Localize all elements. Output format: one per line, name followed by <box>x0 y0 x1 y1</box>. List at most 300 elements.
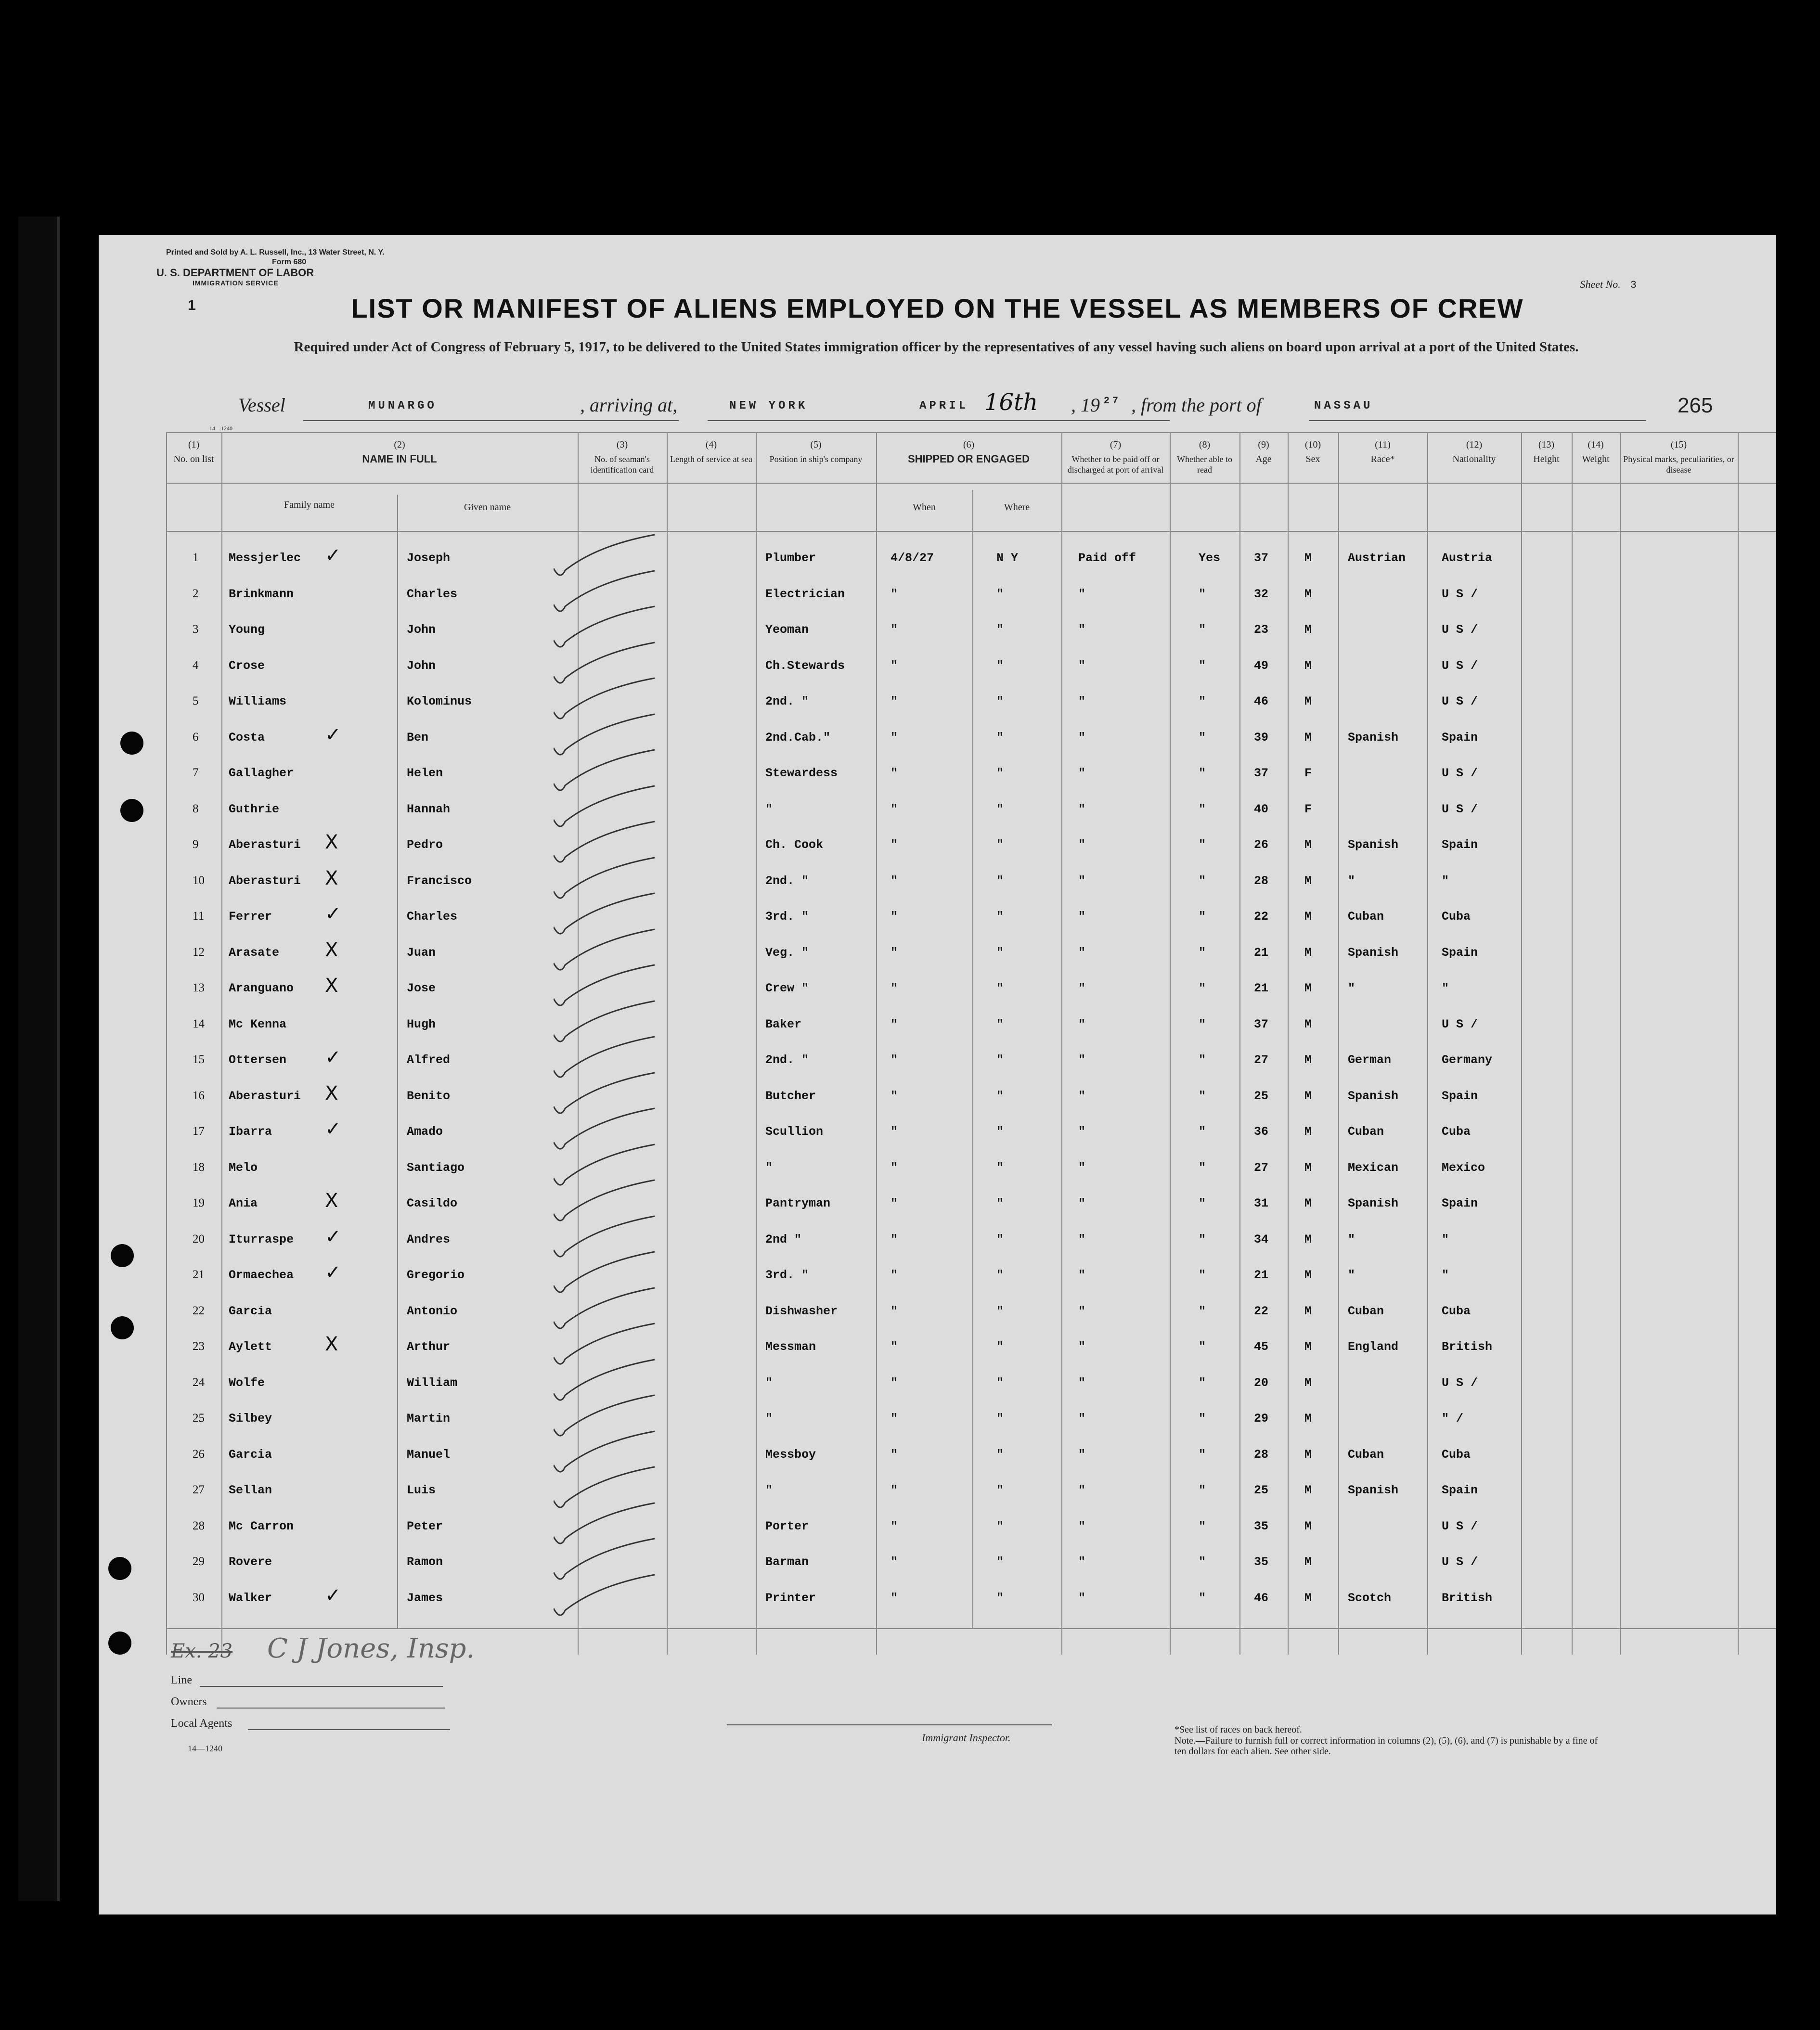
table-row <box>166 792 1776 826</box>
cell-given: James <box>407 1591 443 1605</box>
cell-sex: M <box>1304 694 1312 708</box>
arrival-month: APRIL <box>919 399 969 412</box>
cell-read: " <box>1199 1125 1206 1139</box>
cell-nationality: U S / <box>1442 1375 1478 1390</box>
cell-age: 36 <box>1254 1125 1269 1139</box>
cell-age: 45 <box>1254 1340 1269 1354</box>
cell-age: 25 <box>1254 1089 1269 1103</box>
table-row <box>166 720 1776 755</box>
col-age-header: (9) Age <box>1255 439 1272 464</box>
cell-family: Ottersen <box>229 1053 287 1067</box>
cell-when: 4/8/27 <box>891 551 934 565</box>
cell-family: Aylett <box>229 1340 272 1354</box>
table-row <box>166 1042 1776 1077</box>
cell-where: N Y <box>996 551 1019 565</box>
cell-family: Messjerlec <box>229 551 301 565</box>
manifest-table <box>166 432 1776 1655</box>
cell-age: 27 <box>1254 1160 1269 1175</box>
arriving-label: , arriving at, <box>580 394 678 416</box>
cell-nationality: U S / <box>1442 694 1478 708</box>
cell-race: " <box>1348 981 1355 995</box>
cell-where: " <box>996 1412 1004 1426</box>
cell-age: 23 <box>1254 623 1269 637</box>
col-service-header: (4) Length of service at sea <box>670 439 752 464</box>
cell-paid: " <box>1078 1519 1086 1533</box>
cell-given: Gregorio <box>407 1268 465 1282</box>
check-mark: X <box>325 1190 338 1212</box>
cell-no: 7 <box>193 766 199 779</box>
cell-when: " <box>891 1125 898 1139</box>
cell-age: 26 <box>1254 838 1269 852</box>
punch-hole <box>120 799 143 822</box>
cell-read: " <box>1199 1304 1206 1318</box>
table-row <box>166 1258 1776 1292</box>
punch-hole <box>108 1632 131 1655</box>
cell-family: Aranguano <box>229 981 294 995</box>
printer-imprint: Printed and Sold by A. L. Russell, Inc., 13 Water Street, N. Y. <box>166 248 385 257</box>
cell-given: Ben <box>407 730 429 745</box>
cell-where: " <box>996 1375 1004 1390</box>
cell-nationality: " <box>1442 1268 1449 1282</box>
cell-nationality: U S / <box>1442 766 1478 780</box>
check-mark: ✓ <box>325 1225 341 1248</box>
service-name: IMMIGRATION SERVICE <box>193 279 279 287</box>
cell-position: Scullion <box>765 1125 824 1139</box>
col-when-header: When <box>913 502 936 513</box>
cell-paid: " <box>1078 1304 1086 1318</box>
cell-family: Aberasturi <box>229 1089 301 1103</box>
from-label: , from the port of <box>1131 394 1262 416</box>
cell-nationality: " <box>1442 874 1449 888</box>
cell-race: German <box>1348 1053 1392 1067</box>
cell-when: " <box>891 1483 898 1497</box>
cell-paid: " <box>1078 1375 1086 1390</box>
col-race-header: (11) Race* <box>1370 439 1395 464</box>
table-row <box>166 827 1776 862</box>
cell-given: Kolominus <box>407 694 472 708</box>
cell-read: " <box>1199 658 1206 673</box>
table-row <box>166 971 1776 1005</box>
cell-race: Spanish <box>1348 1483 1399 1497</box>
cell-age: 27 <box>1254 1053 1269 1067</box>
cell-given: Benito <box>407 1089 451 1103</box>
cell-when: " <box>891 1017 898 1031</box>
cell-family: Gallagher <box>229 766 294 780</box>
col-no-header: (1) No. on list <box>173 439 214 464</box>
table-row <box>166 1437 1776 1472</box>
cell-no: 8 <box>193 802 199 815</box>
table-row <box>166 1150 1776 1185</box>
cell-paid: Paid off <box>1078 551 1136 565</box>
cell-where: " <box>996 694 1004 708</box>
cell-paid: " <box>1078 766 1086 780</box>
cell-sex: M <box>1304 910 1312 924</box>
cell-given: Manuel <box>407 1447 451 1462</box>
cell-sex: M <box>1304 551 1312 565</box>
cell-race: Cuban <box>1348 910 1384 924</box>
cell-position: Printer <box>765 1591 816 1605</box>
cell-no: 21 <box>193 1268 205 1281</box>
page-number: 265 <box>1678 394 1713 417</box>
cell-when: " <box>891 1519 898 1533</box>
cell-family: Crose <box>229 658 265 673</box>
cell-when: " <box>891 1555 898 1569</box>
table-row <box>166 577 1776 611</box>
cell-given: Martin <box>407 1412 451 1426</box>
cell-when: " <box>891 910 898 924</box>
cell-sex: M <box>1304 1340 1312 1354</box>
cell-paid: " <box>1078 1412 1086 1426</box>
check-mark: X <box>325 1333 338 1355</box>
col-name-header: (2) NAME IN FULL <box>362 439 437 465</box>
cell-given: Francisco <box>407 874 472 888</box>
table-row <box>166 1079 1776 1113</box>
punch-hole <box>111 1244 134 1267</box>
table-row <box>166 1294 1776 1328</box>
cell-race: Spanish <box>1348 1196 1399 1210</box>
cell-paid: " <box>1078 1340 1086 1354</box>
cell-nationality: British <box>1442 1591 1493 1605</box>
cell-paid: " <box>1078 981 1086 995</box>
line-label: Line <box>171 1674 192 1686</box>
cell-age: 37 <box>1254 1017 1269 1031</box>
cell-read: " <box>1199 1591 1206 1605</box>
cell-paid: " <box>1078 1232 1086 1246</box>
cell-no: 2 <box>193 587 199 600</box>
table-row <box>166 612 1776 647</box>
cell-family: Brinkmann <box>229 587 294 601</box>
cell-paid: " <box>1078 874 1086 888</box>
cell-sex: M <box>1304 945 1312 960</box>
cell-where: " <box>996 1447 1004 1462</box>
col-id-card-header: (3) No. of seaman's identification card <box>590 439 654 475</box>
cell-where: " <box>996 623 1004 637</box>
cell-read: " <box>1199 1483 1206 1497</box>
col-sex-header: (10) Sex <box>1304 439 1321 464</box>
cell-given: Santiago <box>407 1160 465 1175</box>
races-note: *See list of races on back hereof. <box>1175 1724 1302 1735</box>
cell-where: " <box>996 1160 1004 1175</box>
cell-given: Charles <box>407 587 458 601</box>
cell-paid: " <box>1078 1591 1086 1605</box>
cell-when: " <box>891 1591 898 1605</box>
cell-family: Walker <box>229 1591 272 1605</box>
cell-paid: " <box>1078 1483 1086 1497</box>
table-row <box>166 1007 1776 1041</box>
check-mark: X <box>325 831 338 853</box>
cell-when: " <box>891 1340 898 1354</box>
cell-sex: M <box>1304 1232 1312 1246</box>
cell-given: Pedro <box>407 838 443 852</box>
cell-race: England <box>1348 1340 1399 1354</box>
cell-nationality: " / <box>1442 1412 1464 1426</box>
cell-no: 28 <box>193 1519 205 1532</box>
cell-position: Barman <box>765 1555 809 1569</box>
cell-family: Ibarra <box>229 1125 272 1139</box>
cell-age: 35 <box>1254 1519 1269 1533</box>
cell-read: " <box>1199 981 1206 995</box>
cell-age: 21 <box>1254 1268 1269 1282</box>
cell-paid: " <box>1078 694 1086 708</box>
cell-sex: M <box>1304 874 1312 888</box>
col-position-header: (5) Position in ship's company <box>769 439 863 464</box>
cell-age: 25 <box>1254 1483 1269 1497</box>
cell-nationality: Spain <box>1442 838 1478 852</box>
cell-read: " <box>1199 1555 1206 1569</box>
departure-port: NASSAU <box>1314 399 1373 412</box>
cell-age: 28 <box>1254 1447 1269 1462</box>
table-row <box>166 1509 1776 1543</box>
cell-given: Alfred <box>407 1053 451 1067</box>
cell-paid: " <box>1078 838 1086 852</box>
cell-read: " <box>1199 838 1206 852</box>
cell-family: Mc Carron <box>229 1519 294 1533</box>
check-mark: X <box>325 1082 338 1105</box>
voyage-line <box>99 389 1776 432</box>
cell-when: " <box>891 838 898 852</box>
cell-nationality: Spain <box>1442 1196 1478 1210</box>
cell-sex: M <box>1304 1447 1312 1462</box>
cell-paid: " <box>1078 587 1086 601</box>
cell-given: Amado <box>407 1125 443 1139</box>
cell-paid: " <box>1078 1089 1086 1103</box>
check-mark: ✓ <box>325 1046 341 1068</box>
cell-read: " <box>1199 1412 1206 1426</box>
cell-race: Cuban <box>1348 1304 1384 1318</box>
check-mark: ✓ <box>325 1584 341 1606</box>
table-row <box>166 684 1776 719</box>
cell-age: 40 <box>1254 802 1269 816</box>
cell-nationality: U S / <box>1442 587 1478 601</box>
table-row <box>166 1473 1776 1507</box>
cell-no: 26 <box>193 1447 205 1461</box>
cell-position: 3rd. " <box>765 1268 809 1282</box>
cell-paid: " <box>1078 1447 1086 1462</box>
struck-entry: Ex. 23 <box>171 1640 233 1662</box>
cell-position: " <box>765 802 773 816</box>
cell-given: John <box>407 623 436 637</box>
form-number: Form 680 <box>272 258 307 266</box>
table-row <box>166 1114 1776 1149</box>
cell-nationality: U S / <box>1442 1017 1478 1031</box>
cell-when: " <box>891 766 898 780</box>
col-given-name-header: Given name <box>464 502 511 513</box>
cell-where: " <box>996 1196 1004 1210</box>
cell-no: 23 <box>193 1340 205 1353</box>
cell-read: " <box>1199 1268 1206 1282</box>
cell-nationality: British <box>1442 1340 1493 1354</box>
cell-no: 29 <box>193 1555 205 1568</box>
cell-given: John <box>407 658 436 673</box>
cell-sex: M <box>1304 981 1312 995</box>
cell-where: " <box>996 1089 1004 1103</box>
cell-paid: " <box>1078 1053 1086 1067</box>
punch-hole <box>108 1557 131 1580</box>
cell-position: Baker <box>765 1017 802 1031</box>
cell-read: " <box>1199 766 1206 780</box>
table-row <box>166 1580 1776 1615</box>
cell-where: " <box>996 802 1004 816</box>
cell-position: Pantryman <box>765 1196 831 1210</box>
cell-age: 29 <box>1254 1412 1269 1426</box>
cell-where: " <box>996 1519 1004 1533</box>
arrival-port: NEW YORK <box>729 399 808 412</box>
footer-form-number: 14—1240 <box>188 1744 222 1753</box>
cell-no: 3 <box>193 623 199 636</box>
cell-age: 28 <box>1254 874 1269 888</box>
cell-given: Antonio <box>407 1304 458 1318</box>
cell-race: Austrian <box>1348 551 1406 565</box>
cell-family: Guthrie <box>229 802 280 816</box>
cell-given: Joseph <box>407 551 451 565</box>
check-mark: ✓ <box>325 723 341 746</box>
cell-given: Arthur <box>407 1340 451 1354</box>
cell-given: Luis <box>407 1483 436 1497</box>
cell-no: 27 <box>193 1483 205 1496</box>
cell-no: 24 <box>193 1375 205 1389</box>
cell-paid: " <box>1078 910 1086 924</box>
cell-nationality: U S / <box>1442 1555 1478 1569</box>
cell-read: " <box>1199 730 1206 745</box>
cell-paid: " <box>1078 1555 1086 1569</box>
inspector-label: Immigrant Inspector. <box>922 1732 1011 1744</box>
cell-family: Rovere <box>229 1555 272 1569</box>
cell-where: " <box>996 1053 1004 1067</box>
cell-family: Ferrer <box>229 910 272 924</box>
check-mark: X <box>325 938 338 961</box>
cell-position: Porter <box>765 1519 809 1533</box>
cell-race: Spanish <box>1348 838 1399 852</box>
cell-no: 15 <box>193 1053 205 1066</box>
cell-paid: " <box>1078 1196 1086 1210</box>
form-mark: 14—1240 <box>209 425 232 432</box>
binder-strip <box>18 217 60 1901</box>
cell-no: 5 <box>193 694 199 707</box>
cell-where: " <box>996 730 1004 745</box>
cell-given: Peter <box>407 1519 443 1533</box>
cell-sex: M <box>1304 1483 1312 1497</box>
cell-sex: M <box>1304 1304 1312 1318</box>
cell-sex: F <box>1304 766 1312 780</box>
cell-no: 25 <box>193 1412 205 1425</box>
cell-read: " <box>1199 1232 1206 1246</box>
cell-age: 34 <box>1254 1232 1269 1246</box>
cell-where: " <box>996 1483 1004 1497</box>
col-where-header: Where <box>1004 502 1030 513</box>
cell-age: 37 <box>1254 551 1269 565</box>
cell-given: William <box>407 1375 458 1390</box>
cell-position: 2nd. " <box>765 874 809 888</box>
cell-age: 22 <box>1254 910 1269 924</box>
cell-when: " <box>891 1304 898 1318</box>
punch-hole <box>111 1316 134 1339</box>
cell-nationality: Cuba <box>1442 1304 1471 1318</box>
cell-where: " <box>996 1017 1004 1031</box>
cell-age: 46 <box>1254 694 1269 708</box>
cell-sex: M <box>1304 1375 1312 1390</box>
check-mark: ✓ <box>325 544 341 566</box>
cell-when: " <box>891 981 898 995</box>
check-mark: ✓ <box>325 1261 341 1284</box>
cell-nationality: " <box>1442 981 1449 995</box>
cell-when: " <box>891 1268 898 1282</box>
cell-position: Stewardess <box>765 766 838 780</box>
table-row <box>166 899 1776 934</box>
cell-age: 35 <box>1254 1555 1269 1569</box>
cell-paid: " <box>1078 658 1086 673</box>
cell-family: Williams <box>229 694 287 708</box>
cell-age: 31 <box>1254 1196 1269 1210</box>
cell-family: Garcia <box>229 1447 272 1462</box>
cell-family: Young <box>229 623 265 637</box>
cell-read: " <box>1199 802 1206 816</box>
cell-no: 12 <box>193 945 205 959</box>
cell-family: Garcia <box>229 1304 272 1318</box>
table-row <box>166 1365 1776 1400</box>
cell-where: " <box>996 587 1004 601</box>
cell-sex: M <box>1304 730 1312 745</box>
col-read-header: (8) Whether able to read <box>1177 439 1232 475</box>
cell-where: " <box>996 1340 1004 1354</box>
cell-position: Electrician <box>765 587 845 601</box>
cell-position: Plumber <box>765 551 816 565</box>
cell-family: Mc Kenna <box>229 1017 287 1031</box>
cell-sex: M <box>1304 1125 1312 1139</box>
check-mark: ✓ <box>325 903 341 925</box>
cell-when: " <box>891 1232 898 1246</box>
cell-where: " <box>996 766 1004 780</box>
cell-position: " <box>765 1160 773 1175</box>
cell-race: Spanish <box>1348 1089 1399 1103</box>
cell-given: Hugh <box>407 1017 436 1031</box>
vessel-label: Vessel <box>238 394 285 416</box>
cell-paid: " <box>1078 802 1086 816</box>
cell-sex: M <box>1304 838 1312 852</box>
cell-when: " <box>891 1196 898 1210</box>
cell-read: " <box>1199 1375 1206 1390</box>
cell-given: Hannah <box>407 802 451 816</box>
cell-position: Yeoman <box>765 623 809 637</box>
col-nationality-header: (12) Nationality <box>1452 439 1496 464</box>
cell-when: " <box>891 1412 898 1426</box>
cell-family: Arasate <box>229 945 280 960</box>
cell-nationality: Germany <box>1442 1053 1493 1067</box>
year-suffix: 27 <box>1104 396 1122 407</box>
cell-paid: " <box>1078 1017 1086 1031</box>
check-mark: X <box>325 867 338 889</box>
penalty-note: Note.—Failure to furnish full or correct information in columns (2), (5), (6), and (7) is punishable by a fine of ten dollars for each alien. See other side. <box>1175 1735 1598 1757</box>
cell-age: 39 <box>1254 730 1269 745</box>
col-shipped-header: (6) SHIPPED OR ENGAGED <box>907 439 1030 465</box>
cell-when: " <box>891 658 898 673</box>
cell-read: " <box>1199 1160 1206 1175</box>
cell-family: Ormaechea <box>229 1268 294 1282</box>
cell-family: Sellan <box>229 1483 272 1497</box>
cell-position: " <box>765 1483 773 1497</box>
cell-nationality: Cuba <box>1442 1447 1471 1462</box>
cell-family: Aberasturi <box>229 838 301 852</box>
cell-paid: " <box>1078 730 1086 745</box>
check-mark: ✓ <box>325 1118 341 1140</box>
cell-sex: M <box>1304 1017 1312 1031</box>
cell-where: " <box>996 1591 1004 1605</box>
cell-read: " <box>1199 874 1206 888</box>
cell-sex: M <box>1304 658 1312 673</box>
cell-when: " <box>891 694 898 708</box>
manifest-page <box>99 235 1776 1914</box>
cell-race: " <box>1348 1268 1355 1282</box>
cell-where: " <box>996 1268 1004 1282</box>
